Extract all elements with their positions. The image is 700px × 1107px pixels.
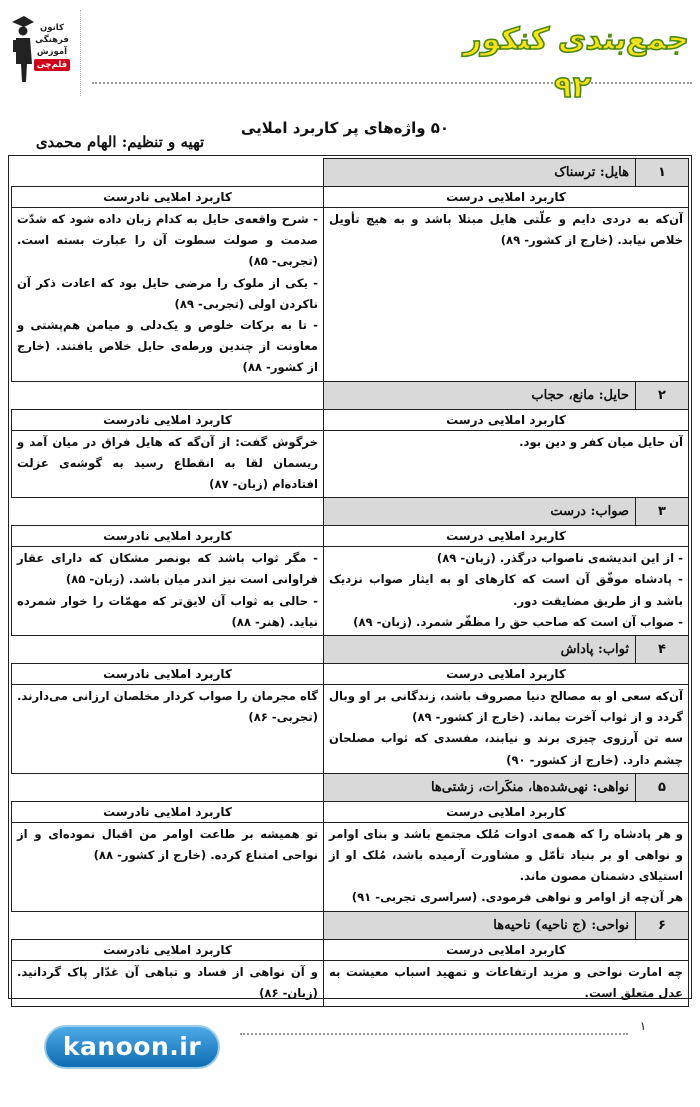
column-header-row (12, 526, 689, 547)
column-header-row (12, 939, 689, 960)
entry-header-row (12, 773, 689, 801)
incorrect-usage-header: کاربرد املایی نادرست (12, 939, 324, 960)
logo-line: قلم‌چی (34, 59, 70, 71)
column-header-row (12, 409, 689, 430)
correct-usage-header: کاربرد املایی درست (324, 801, 689, 822)
correct-example: چه امارت نواحی و مزید ارتفاعات و تمهید اسباب معیشت به عدل متعلق است. (329, 964, 683, 1000)
incorrect-usage-cell (12, 822, 324, 911)
footer-divider (240, 1033, 628, 1035)
incorrect-example: - شرح واقعه‌ی حایل به کدام زبان داده شود که شدّت صدمت و صولت سطوت آن را عبارت بسته است. (تجربی- ۸۵) (17, 212, 318, 269)
incorrect-usage-cell (12, 960, 324, 1006)
correct-example: و هر پادشاه را که همه‌ی ادوات مُلک مجتمع باشد و بنای اوامر و نواهی او بر بنیاد تأمّل و مشاورت آرمیده باشد، مُلک او از استیلای دشمنان مصون ماند. (329, 826, 683, 884)
correct-usage-header: کاربرد املایی درست (324, 409, 689, 430)
entry-example-row (12, 430, 689, 498)
incorrect-example: - تا به برکات خلوص و یک‌دلی و میامن هم‌پشتی و معاونت از چندین ورطه‌ی حایل خلاص یافتند. (خارج از کشور- ۸۸) (17, 318, 318, 375)
correct-example: هر آن‌چه از اوامر و نواهی فرمودی. (سراسری تجربی- ۹۱) (351, 890, 683, 905)
entry-example-row (12, 822, 689, 911)
incorrect-usage-cell (12, 685, 324, 774)
entry-number: ۴ (636, 636, 689, 664)
entry-word: نواهی: نهی‌شده‌ها، منکَرات، زشتی‌ها (324, 773, 636, 801)
correct-example: سه تن آرزوی چیزی برند و نیابند، مفسدی که ثواب مصلحان چشم دارد. (خارج از کشور- ۹۰) (329, 731, 683, 767)
entry-example-row (12, 960, 689, 1006)
entry-example-row (12, 547, 689, 636)
correct-usage-cell (324, 822, 689, 911)
incorrect-usage-header: کاربرد املایی نادرست (12, 526, 324, 547)
entry-number: ۶ (636, 911, 689, 939)
correct-usage-cell (324, 547, 689, 636)
entry-header-row (12, 159, 689, 187)
incorrect-usage-header: کاربرد املایی نادرست (12, 187, 324, 208)
entry-word: صواب: درست (324, 498, 636, 526)
entry-header-row (12, 381, 689, 409)
entry-example-row (12, 208, 689, 382)
column-header-row (12, 801, 689, 822)
correct-example: آن‌که به دردی دایم و علّتی هایل مبتلا باشد و به هیچ تأویل خلاص نیابد. (خارج از کشور- ۸۹) (329, 212, 683, 248)
entry-number: ۲ (636, 381, 689, 409)
entry-header-row (12, 636, 689, 664)
logo-line: کانون (40, 23, 64, 33)
incorrect-usage-cell (12, 430, 324, 498)
correct-example: - از این اندیشه‌ی ناصواب درگذر. (زبان- ۸۹) (436, 551, 683, 566)
author-credit: تهیه و تنظیم: الهام محمدی (35, 133, 205, 151)
document-title: ۵۰ واژه‌های پر کاربرد املایی (240, 119, 450, 137)
correct-usage-cell (324, 430, 689, 498)
header-divider (92, 82, 692, 84)
incorrect-usage-cell (12, 208, 324, 382)
incorrect-usage-header: کاربرد املایی نادرست (12, 801, 324, 822)
correct-example: - صواب آن است که صاحب حق را مظفّر شمرد. (زبان- ۸۹) (353, 614, 683, 629)
entry-header-row (12, 498, 689, 526)
column-header-row (12, 664, 689, 685)
logo-line: فرهنگی (35, 35, 69, 45)
brand-title: جمع‌بندی کنکور ۹۲ (463, 22, 692, 105)
incorrect-usage-cell (12, 547, 324, 636)
graduate-figure-icon (10, 14, 34, 84)
correct-usage-cell (324, 960, 689, 1006)
incorrect-example: و آن نواهی از فساد و تباهی آن غدّار پاک گردانید. (زبان- ۸۶) (17, 964, 318, 1000)
correct-example: - پادشاه موفّق آن است که کارهای او به ایثار صواب نزدیک باشد و از طریق مضایقت دور. (329, 572, 683, 608)
incorrect-usage-header: کاربرد املایی نادرست (12, 664, 324, 685)
words-table (11, 158, 689, 1007)
correct-example: آن‌که سعی او به مصالح دنیا مصروف باشد، زندگانی بر او وبال گردد و از ثواب آخرت بماند. (خارج از کشور- ۸۹) (329, 689, 683, 725)
entry-number: ۱ (636, 159, 689, 187)
incorrect-example: - مگر ثواب باشد که بونصر مشکان که دارای عقار فراوانی است نیز اندر میان باشد. (زبان- ۸۵) (17, 551, 318, 587)
correct-usage-cell (324, 208, 689, 382)
entry-word: ثواب: پاداش (324, 636, 636, 664)
correct-usage-header: کاربرد املایی درست (324, 939, 689, 960)
entry-header-row (12, 911, 689, 939)
correct-example: آن حایل میان کفر و دین بود. (519, 434, 683, 449)
header-divider-vertical (80, 10, 81, 96)
column-header-row (12, 187, 689, 208)
incorrect-example: گاه مجرمان را صواب کردار مخلصان ارزانی می‌دارند. (تجربی- ۸۶) (17, 689, 318, 725)
correct-usage-header: کاربرد املایی درست (324, 526, 689, 547)
incorrect-example: تو همیشه بر طاعت اوامر من اقبال نموده‌ای و از نواحی امتناع کرده. (خارج از کشور- ۸۸) (17, 826, 318, 863)
logo-text (34, 22, 70, 71)
correct-usage-header: کاربرد املایی درست (324, 187, 689, 208)
logo-line: آموزش (36, 47, 68, 57)
page-number: ۱ (639, 1019, 647, 1033)
words-table-frame (8, 155, 692, 999)
kanoon-site-badge[interactable]: kanoon.ir (44, 1025, 220, 1069)
entry-example-row (12, 685, 689, 774)
words-table-body (12, 159, 689, 1007)
entry-word: نواحی: (ج ناحیه) ناحیه‌ها (324, 911, 636, 939)
entry-word: هایل: ترسناک (324, 159, 636, 187)
incorrect-example: خرگوش گفت: از آن‌گه که هایل فراق در میان آمد و ریسمان لقا به انقطاع رسید به گوشه‌ی عزلت افتاده‌ام (زبان- ۸۷) (17, 434, 318, 492)
kanoon-logo (8, 8, 72, 90)
entry-number: ۳ (636, 498, 689, 526)
incorrect-example: - حالی به ثواب آن لایق‌تر که مهمّات را خوار شمرده نیاید. (هنر- ۸۸) (17, 593, 318, 629)
entry-number: ۵ (636, 773, 689, 801)
correct-usage-cell (324, 685, 689, 774)
correct-usage-header: کاربرد املایی درست (324, 664, 689, 685)
entry-word: حایل: مانع، حجاب (324, 381, 636, 409)
incorrect-example: - یکی از ملوک را مرضی حایل بود که اعادت ذکر آن ناکردن اولی (تجربی- ۸۹) (17, 275, 318, 311)
incorrect-usage-header: کاربرد املایی نادرست (12, 409, 324, 430)
